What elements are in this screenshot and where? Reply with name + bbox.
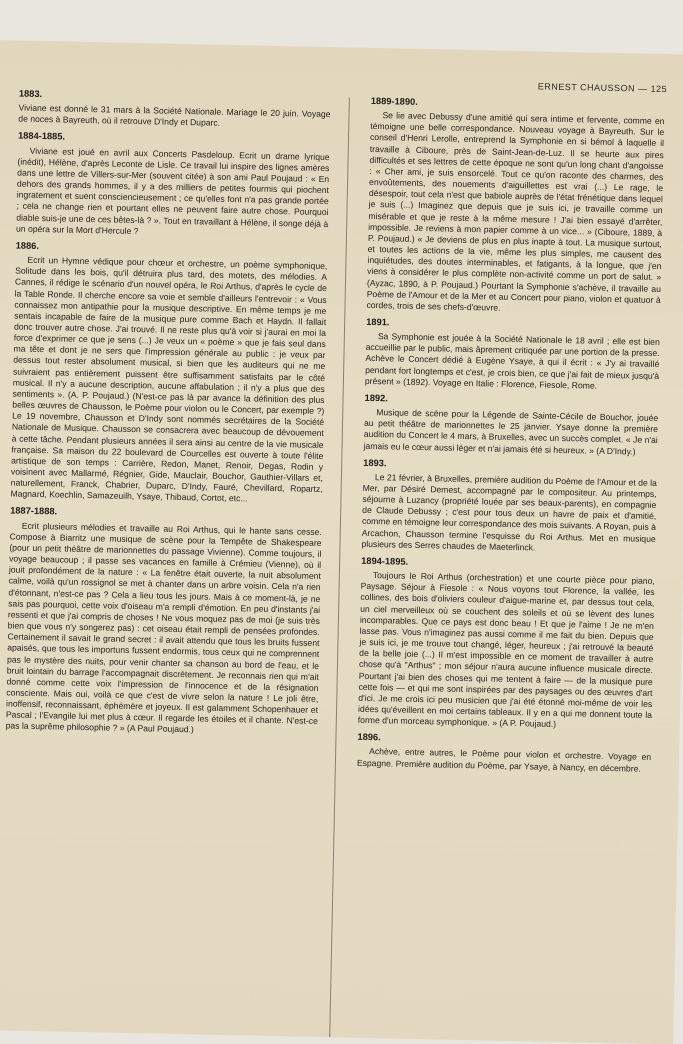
- entry-year: 1891.: [366, 316, 390, 328]
- left-column: [5, 83, 331, 742]
- entry-year: 1889-1890.: [370, 95, 418, 107]
- entry-year: 1893.: [363, 457, 387, 468]
- entry-text: Sa Symphonie est jouée à la Société Nationale le 18 avril ; elle est bien accueillie par le public, mais âprement critiquée par une portion de la presse. Achève le Concert dédié à Eugène Ysaye, à qui il écrit : « J'y ai travaillé pendant fort longtemps et c'est, je crois bien, ce que j'ai fait de mieux jusqu'à présent » (1892). Voyage en Italie : Florence, Fiesole, Rome.: [364, 331, 660, 391]
- entry-text: Le 21 février, à Bruxelles, première audition du Poème de l'Amour et de la Mer, par Désiré Demest, accompagné par le compositeur. Au printemps, séjourne à Luzancy (propriété louée par ses beaux-parents), en compagnie de Claude Debussy ; c'est pour tous deux un havre de paix et d'amitié, comme en témoigne leur correspondance des mois suivants. A Royan, puis à Arcachon, Chausson termine l'esquisse du Roi Arthus. Met en musique plusieurs des Serres chaudes de Maeterlinck.: [361, 471, 657, 553]
- entry-year: 1896.: [357, 732, 381, 743]
- right-column: [357, 90, 665, 778]
- entry-text: Ecrit plusieurs mélodies et travaille au Roi Arthus, qui le hante sans cesse. Compose à Biarritz une musique de scène pour la Tempête de Shakespeare (pour un petit théâtre de marionnettes du passage Vivienne). Comme toujours, il voyage beaucoup ; il passe ses vacances en famille à Crémieu (Vienne), où il jouit profondément de la nature : « La fenêtre était ouverte, la nuit absolument calme, voilà qu'un rossignol se met à chanter dans un arbre voisin. Cela n'a rien d'étonnant, n'est-ce pas ? Cela a lieu tous les jours. Mais à ce moment-là, je ne sais pas pourquoi, cette voix d'oiseau m'a rempli d'émotion. En peu d'instants j'ai ressenti et que j'ai compris de choses ! Ne vous moquez pas de moi (je suis très bien que vous n'y songerez pas) : cet oiseau était rempli de pensées profondes. Certainement il savait le grand secret : il avait attendu que tous les bruits fussent apaisés, que tous les importuns fussent endormis, tous ceux qui ne comprennent pas le mystère des nuits, pour venir chanter sa chanson au bord de l'eau, et le bruit lointain du barrage l'accompagnait discrètement. Je reconnais rien qui m'ait donné comme cette voix l'impression de l'innocence et de la résignation consciente. Mais oui, voilà ce que c'est de vivre selon la nature ! Le joli être, inoffensif, reconnaissant, éphémère et joyeux. Il est galamment Schopenhauer et Pascal ; l'Evangile lui met plus à cœur. Il regarde les étoiles et il chante. N'est-ce pas la suprême philosophie ? » (A Paul Poujaud.): [5, 520, 322, 735]
- entry-year: 1884-1885.: [17, 130, 66, 142]
- entry-text: Achève, entre autres, le Poème pour violon et orchestre. Voyage en Espagne. Première audition du Poème, par Ysaye, à Nancy, en décembre.: [356, 746, 652, 774]
- column-divider: [329, 97, 350, 1037]
- entry-year: 1887-1888.: [10, 505, 58, 517]
- running-head: ERNEST CHAUSSON — 125: [537, 81, 668, 95]
- entry-text: Ecrit un Hymne védique pour chœur et orchestre, un poème symphonique, Solitude dans les bois, qu'il détruira plus tard, des motets, des mélodies. A Cannes, il rédige le scénario d'un nouvel opéra, le Roi Arthus, d'après le cycle de la Table Ronde. Il cherche encore sa voie et semble d'ailleurs l'entrevoir : « Vous connaissez mon antipathie pour la musique descriptive. En même temps je me sentais incapable de faire de la musique pure comme Bach et Haydn. Il fallait donc trouver autre chose. J'ai trouvé. Il ne reste plus qu'à voir si j'aurai en moi la force d'exprimer ce que je sens (...) Je veux un « poème » que je fais seul dans ma tête et dont je ne sers que l'impression générale au public : je veux par dessus tout rester absolument musical, si bien que les auditeurs qui ne me suivraient pas entièrement puissent être suffisamment satisfaits par le côté musical. Il n'y a aucune description, aucune affabulation ; il n'y a plus que des sentiments ». (A. P. Poujaud.) (N'est-ce pas là par avance la définition des plus belles œuvres de Chausson, le Poème pour violon ou le Concert, par exemple ?) Le 19 novembre, Chausson et D'Indy sont nommés secrétaires de la Société Nationale de Musique. Chausson se consacrera avec beaucoup de dévouement à cette tâche. Pendant plusieurs années il sera ainsi au centre de la vie musicale française. Sa maison du 22 boulevard de Courcelles est ouverte à toute l'élite artistique de son temps : Carrière, Redon, Manet, Renoir, Degas, Rodin y voisinent avec Mallarmé, Régnier, Gide, Mauclair, Bouchor, Gauthier-Villars et, naturellement, Franck, Chabrier, Duparc, D'Indy, Fauré, Chevillard, Ropartz, Magnard, Koechlin, Samazeuilh, Ysaye, Thibaud, Cortot, etc...: [10, 254, 328, 504]
- entry-year: 1886.: [15, 240, 40, 251]
- entry-text: Musique de scène pour la Légende de Sainte-Cécile de Bouchor, jouée au petit théâtre de marionnettes le 25 janvier. Ysaye donne la première audition du Concert le 4 mars, à Bruxelles, avec un succès complet. « Je n'ai jamais eu le cœur aussi léger et n'ai jamais été si heureux. » (A D'Indy.): [363, 407, 659, 457]
- entry-year: 1883.: [18, 88, 43, 100]
- entry-year: 1892.: [364, 392, 388, 404]
- entry-text: Viviane est donné le 31 mars à la Société Nationale. Mariage le 20 juin. Voyage de noces à Bayreuth, où il retrouve D'Indy et Duparc.: [18, 102, 331, 129]
- book-page: [0, 40, 683, 1044]
- entry-year: 1894-1895.: [361, 555, 409, 567]
- entry-text: Se lie avec Debussy d'une amitié qui sera intime et fervente, comme en témoigne une belle correspondance. Nouveau voyage à Bayreuth. Sur le conseil d'Henri Lerolle, entreprend la Symphonie en si bémol à laquelle il travaille à Ciboure, près de Saint-Jean-de-Luz. Il se heurte aux pires difficultés et ses lettres de cette époque ne sont qu'un long chant d'angoisse : « Cher ami, je suis ensorcelé. Tout ce qu'on raconte des charmes, des envoûtements, des nouements d'aiguillettes est vrai (...) Le rage, le désespoir, tout cela n'est que babiole auprès de l'état frénétique dans lequel je suis (...) Imaginez que depuis que je suis ici, je travaille comme un misérable et que je reste à la même mesure ! J'ai bien essayé d'arrêter, impossible. Je reviens à mon papier comme à un vice... » (Ciboure, 1889, à P. Poujaud.) « Je deviens de plus en plus inapte à tout. La musique surtout, et toutes les actions de la vie, même les plus simples, me causent des inquiétudes, des doutes interminables, et fatigants, à la longue, que j'en viens à considérer le plus complète non-activité comme un port de salut. » (Ayzac, 1890, à P. Poujaud.) Pourtant la Symphonie s'achève, il travaille au Poème de l'Amour et de la Mer et au Concert pour piano, violon et quatuor à cordes, trois de ses chefs-d'œuvre.: [366, 110, 665, 313]
- entry-text: Viviane est joué en avril aux Concerts Pasdeloup. Ecrit un drame lyrique (inédit), Hélène, d'après Leconte de Lisle. Ce travail lui inspire des lignes amères dans une lettre de Villers-sur-Mer (souvent citée) à son ami Paul Poujaud : « En dehors des grands hommes, il y a des milliers de petites fourmis qui piochent ingratement et suent consciencieusement ; ce qu'elles font n'a pas grande portée ; cela ne change rien et pourtant elles ne peuvent faire autre chose. Pourquoi diable suis-je une de ces bêtes-là ? ». Tout en travaillant à Hélène, il songe déjà à un opéra sur la Mort d'Hercule ?: [15, 145, 330, 236]
- entry-text: Toujours le Roi Arthus (orchestration) et une courte pièce pour piano, Paysage. Séjour à Fiesole : « Nous voyons tout Florence, la vallée, les collines, des bois d'oliviers couleur d'aigue-marine et, par dessus tout cela, un ciel merveilleux où se couchent des soleils et où se lèvent des lunes incomparables. Que ce pays est donc beau ! Et que je l'aime ! Je ne m'en lasse pas. Vous n'imaginez pas aussi comme il me fait du bien. Depuis que je suis ici, je me trouve tout changé, léger, heureux ; j'ai retrouvé la beauté de la belle joie (...) Il m'est impossible en ce moment de travailler à autre chose qu'à "Arthus" ; mon séjour n'aura aucune influence musicale directe. Pourtant j'ai bien des choses qui me tentent à faire — de la musique pure cette fois — et qui me sont inspirées par des paysages ou des œuvres d'art d'ici. Je me crois ici peu musicien que j'ai été étonné moi-même de voir les idées qu'éveillent en moi certains tableaux. Il y en a qui me donnent toute la forme d'un morceau symphonique. » (A P. Poujaud.): [357, 570, 655, 730]
